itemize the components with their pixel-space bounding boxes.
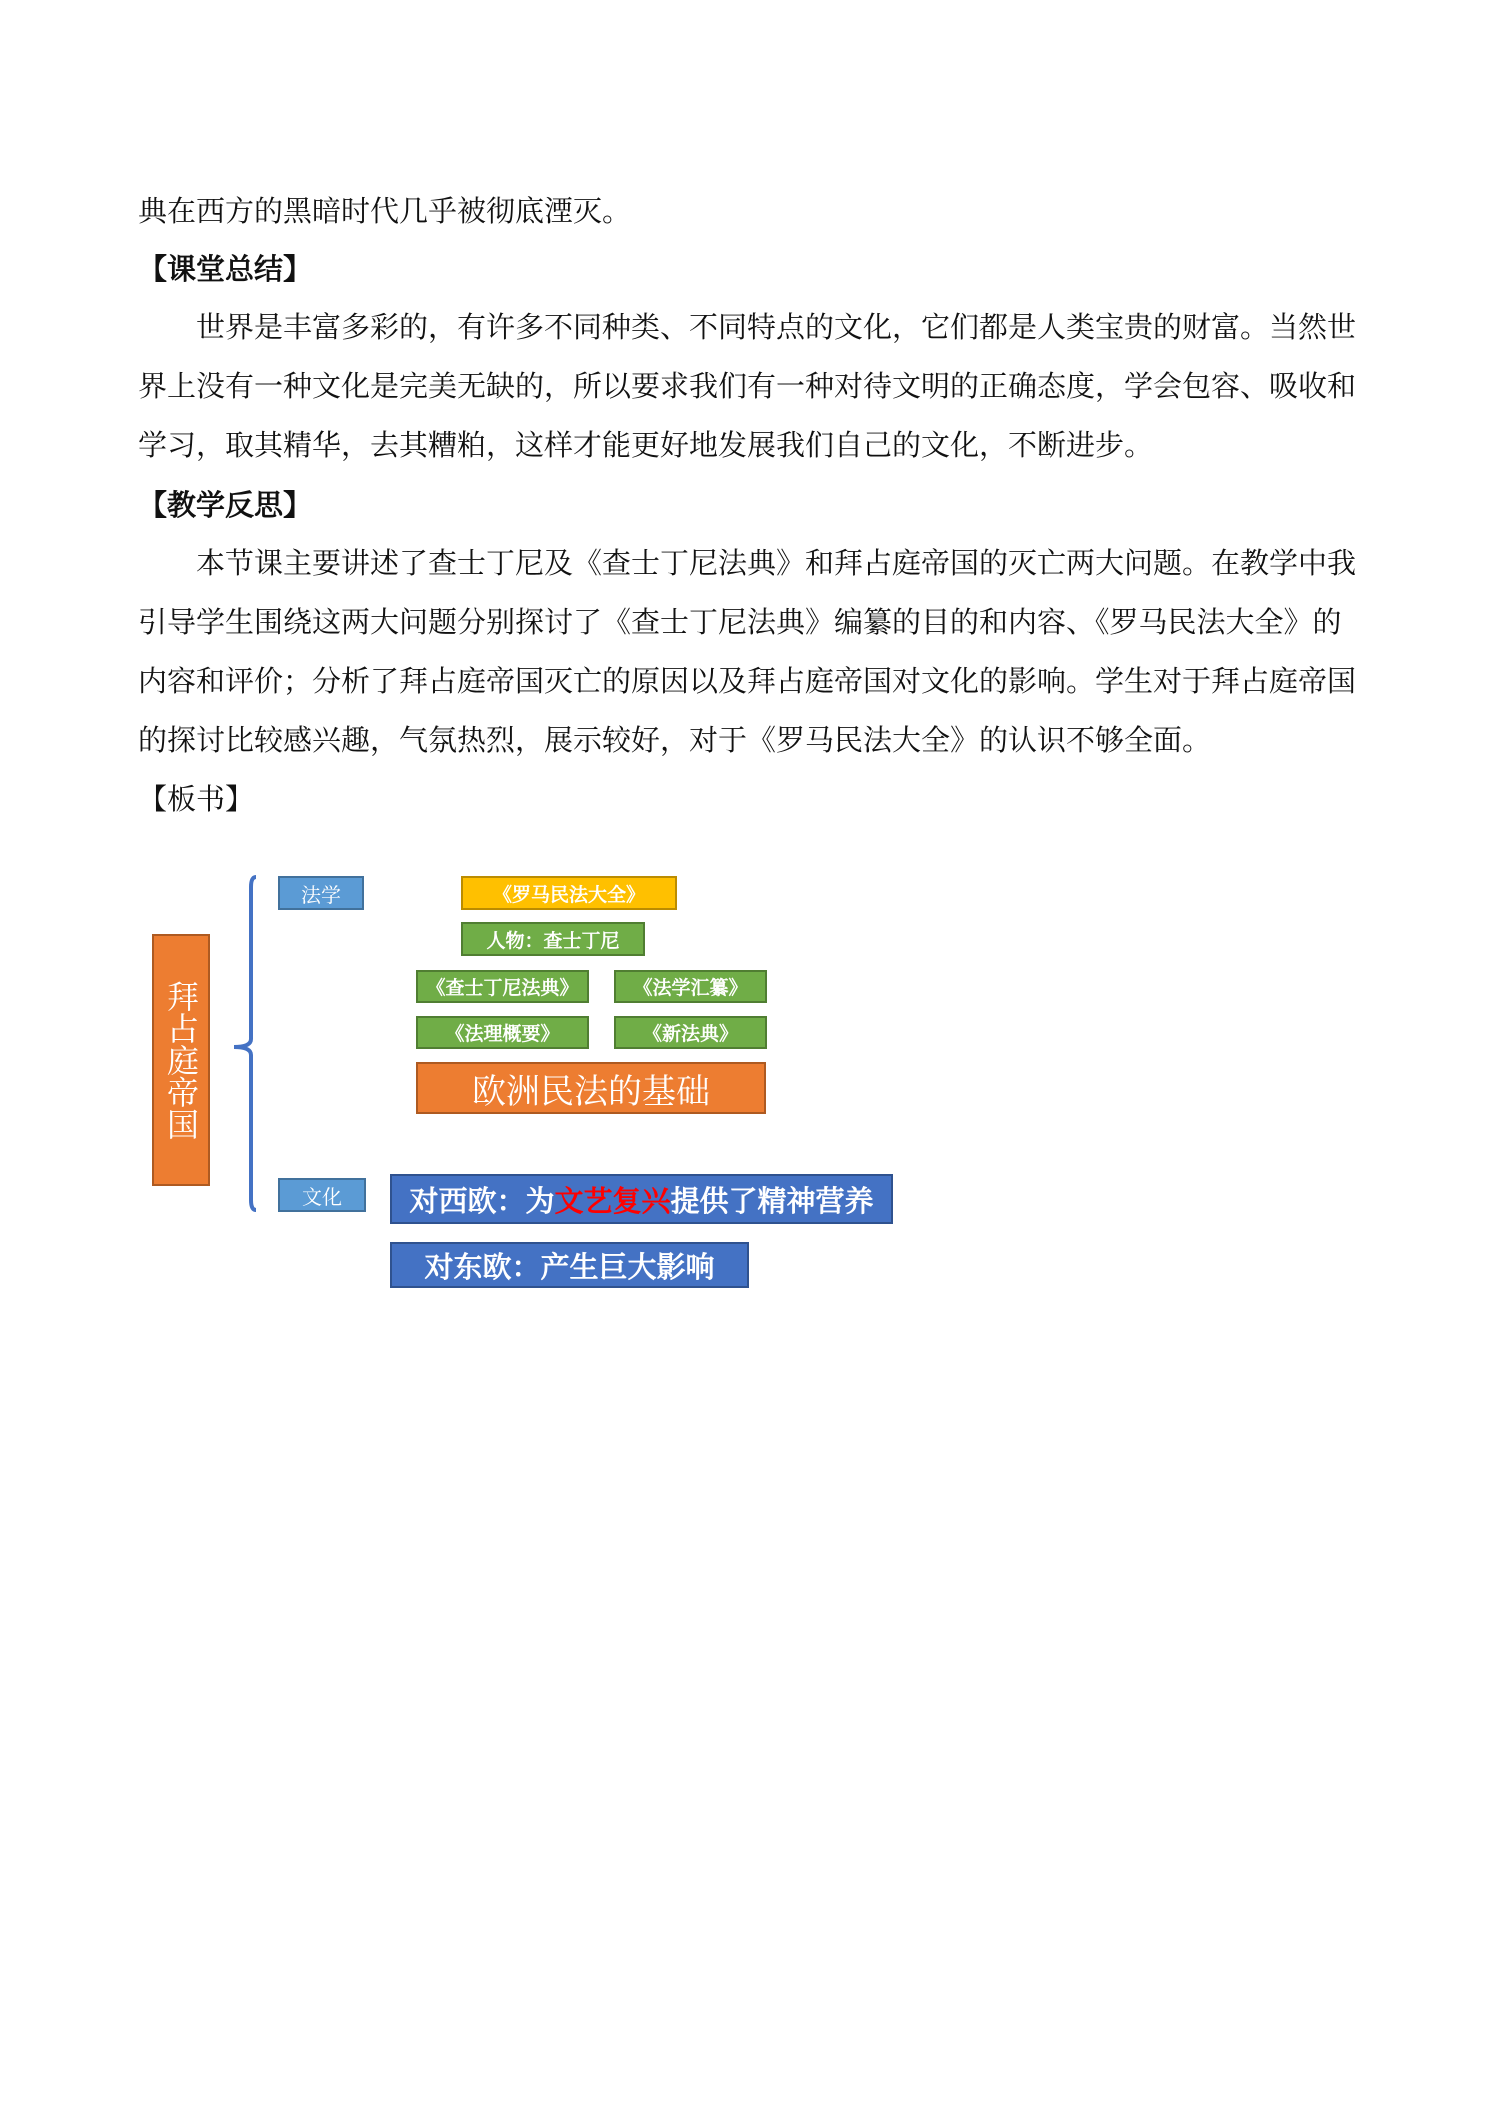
novels-node: 《新法典》	[614, 1016, 767, 1049]
summary-heading: 【课堂总结】	[138, 252, 313, 286]
west-europe-node	[390, 1174, 893, 1224]
foundation-node: 欧洲民法的基础	[416, 1062, 766, 1114]
institutes-node: 《法理概要》	[416, 1016, 589, 1049]
corpus-node: 《罗马民法大全》	[461, 876, 677, 910]
digest-node: 《法学汇纂》	[614, 970, 767, 1003]
board-heading: 【板书】	[138, 782, 255, 816]
west-highlight: 文艺复兴	[554, 1183, 671, 1218]
person-node: 人物：查士丁尼	[461, 922, 645, 956]
paragraph-intro: 典在西方的黑暗时代几乎被彻底湮灭。	[138, 194, 632, 228]
west-prefix: 对西欧：为	[409, 1183, 555, 1218]
culture-label: 文化	[278, 1178, 366, 1212]
code-node: 《查士丁尼法典》	[416, 970, 589, 1003]
west-suffix: 提供了精神营养	[670, 1183, 874, 1218]
law-label: 法学	[278, 876, 364, 910]
reflection-heading: 【教学反思】	[138, 488, 313, 522]
summary-paragraph: 世界是丰富多彩的，有许多不同种类、不同特点的文化，它们都是人类宝贵的财富。当然世界上没有一种文化是完美无缺的，所以要求我们有一种对待文明的正确态度，学会包容、吸收和学习，取其精华，去其糟粕，这样才能更好地发展我们自己的文化，不断进步。	[138, 310, 1357, 462]
reflection-paragraph: 本节课主要讲述了查士丁尼及《查士丁尼法典》和拜占庭帝国的灭亡两大问题。在教学中我引导学生围绕这两大问题分别探讨了《查士丁尼法典》编纂的目的和内容、《罗马民法大全》的内容和评价；分析了拜占庭帝国灭亡的原因以及拜占庭帝国对文化的影响。学生对于拜占庭帝国的探讨比较感兴趣，气氛热烈，展示较好，对于《罗马民法大全》的认识不够全面。	[138, 546, 1357, 757]
east-europe-node: 对东欧：产生巨大影响	[390, 1242, 749, 1288]
root-node: 拜占庭帝国	[152, 934, 210, 1186]
